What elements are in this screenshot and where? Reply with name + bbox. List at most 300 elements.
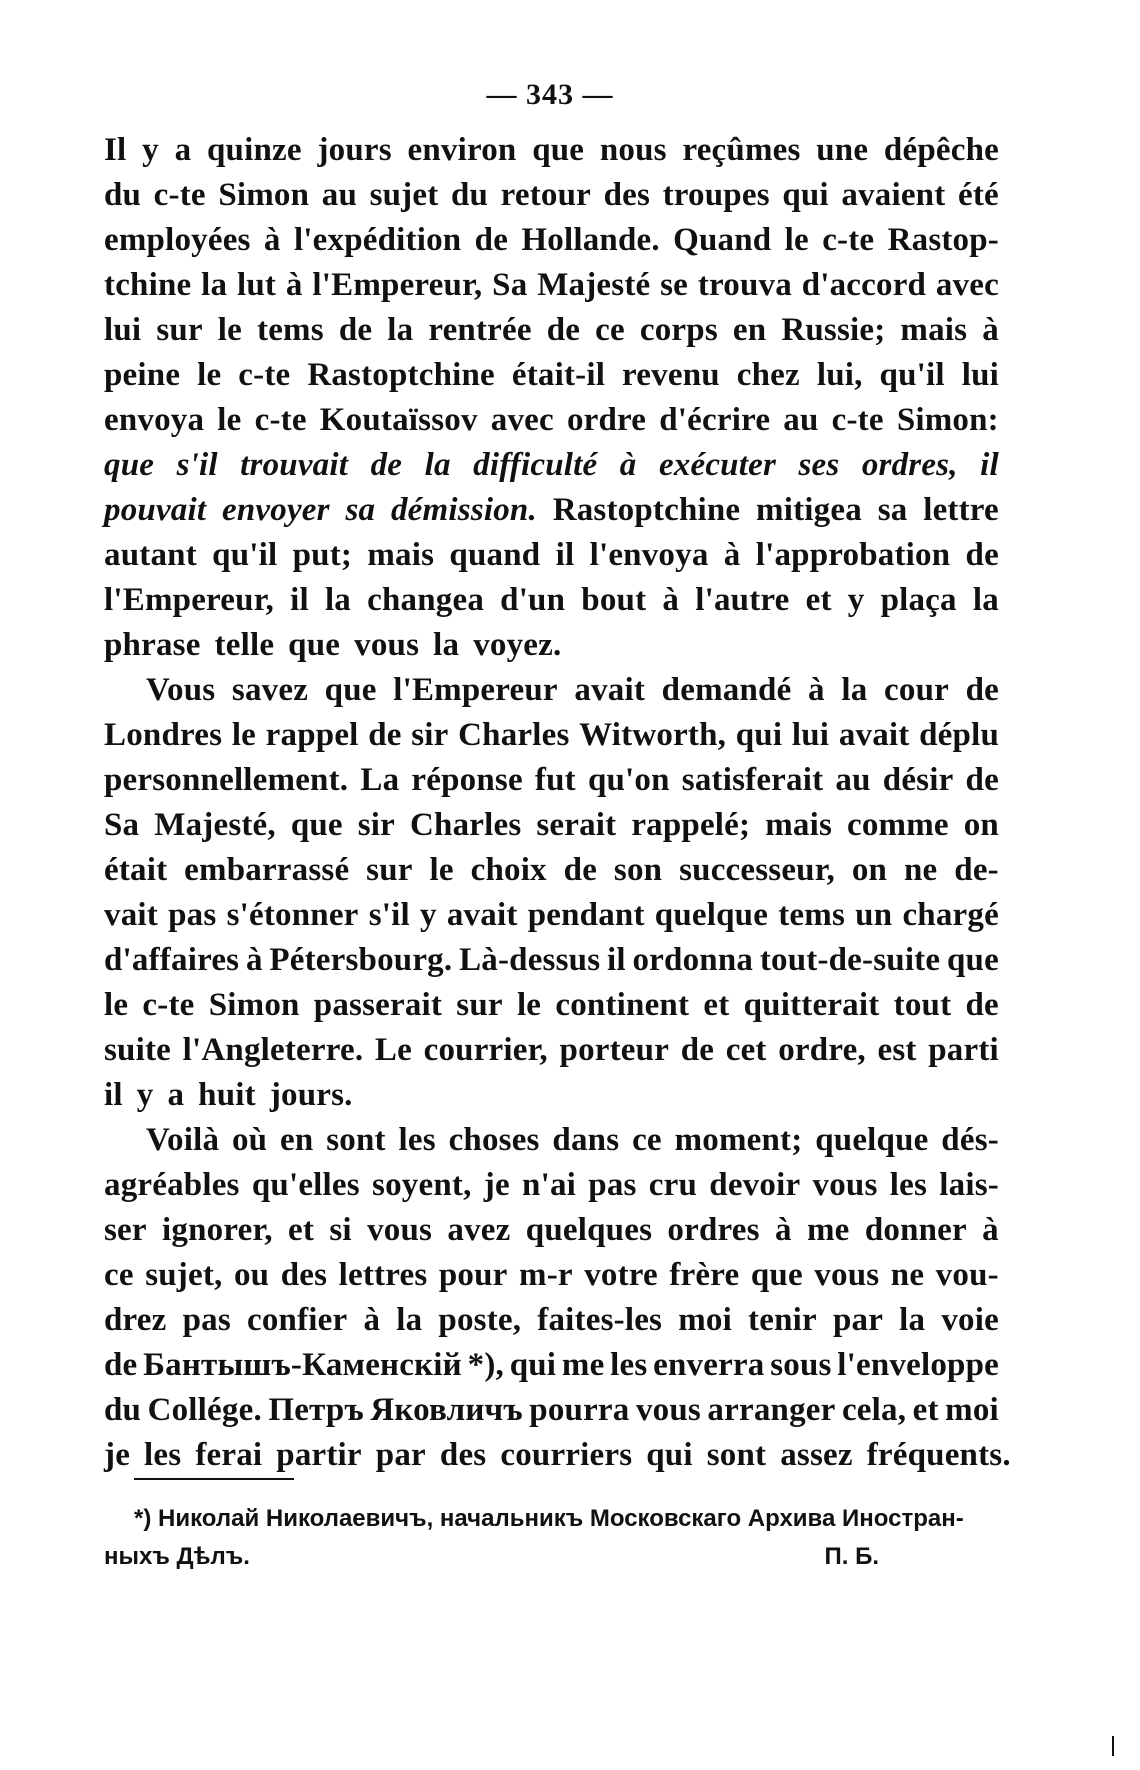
word: de bbox=[965, 537, 999, 573]
word: la bbox=[387, 312, 414, 348]
word: assez bbox=[780, 1437, 853, 1473]
word: confier bbox=[246, 1302, 348, 1338]
word: *), bbox=[467, 1347, 504, 1383]
word: envoya bbox=[104, 402, 205, 438]
word: rentrée bbox=[428, 312, 532, 348]
word: c-te bbox=[822, 222, 875, 258]
word: Russie; bbox=[781, 312, 886, 348]
word: Rastoptchine bbox=[307, 357, 495, 393]
word: sont bbox=[706, 1437, 767, 1473]
word: changea bbox=[367, 582, 485, 618]
word: envoyer bbox=[222, 492, 330, 528]
word: Koutaïssov bbox=[319, 402, 478, 438]
word: autant bbox=[104, 537, 197, 573]
word: personnellement. bbox=[104, 762, 349, 798]
word: enverra bbox=[653, 1347, 765, 1383]
word: trouvait bbox=[240, 447, 349, 483]
word: était bbox=[104, 852, 168, 888]
word: c-te bbox=[153, 177, 206, 213]
word: Pétersbourg. bbox=[269, 942, 453, 978]
word: s'étonner bbox=[226, 897, 359, 933]
word: de bbox=[370, 447, 403, 483]
word: Charles bbox=[409, 807, 522, 843]
footnote-line bbox=[104, 1500, 999, 1538]
word: devoir bbox=[709, 1167, 801, 1203]
word: rappelé; bbox=[631, 807, 751, 843]
footnote-text: ныхъ Дѣлъ. bbox=[104, 1543, 250, 1570]
text-line bbox=[104, 938, 999, 983]
word: cru bbox=[648, 1167, 698, 1203]
word: plaça bbox=[880, 582, 957, 618]
word: mais bbox=[900, 312, 968, 348]
word: chez bbox=[736, 357, 800, 393]
word: tems bbox=[257, 312, 324, 348]
word: cela, bbox=[841, 1392, 907, 1428]
word: Là-dessus bbox=[459, 942, 601, 978]
word: la bbox=[841, 672, 868, 708]
word: pour bbox=[438, 1257, 508, 1293]
word: de- bbox=[954, 852, 999, 888]
word: la bbox=[324, 582, 352, 618]
word: ordre, bbox=[778, 1032, 866, 1068]
word: sir bbox=[357, 807, 396, 843]
word: sujet bbox=[369, 177, 439, 213]
word: y bbox=[136, 1077, 154, 1113]
word: suite bbox=[104, 1032, 171, 1068]
word: il bbox=[104, 1077, 123, 1113]
word: au bbox=[321, 177, 358, 213]
word: la bbox=[396, 1302, 423, 1338]
word: voyez. bbox=[473, 627, 562, 663]
word: au bbox=[783, 402, 819, 438]
word: que bbox=[946, 942, 999, 978]
word: pas bbox=[182, 1302, 231, 1338]
word: quelque bbox=[815, 1122, 929, 1158]
text-line bbox=[104, 1073, 999, 1118]
word: me bbox=[561, 1347, 605, 1383]
word: au bbox=[835, 762, 871, 798]
word: Le bbox=[374, 1032, 412, 1068]
word: lettres bbox=[338, 1257, 428, 1293]
word: des bbox=[439, 1437, 487, 1473]
word: lais- bbox=[939, 1167, 999, 1203]
word: l'Empereur, bbox=[312, 267, 483, 303]
word: qu'il bbox=[879, 357, 945, 393]
word: réponse bbox=[411, 762, 523, 798]
footnote-divider bbox=[134, 1478, 294, 1480]
word: nous bbox=[599, 132, 667, 168]
word: une bbox=[816, 132, 869, 168]
word: rappel bbox=[265, 717, 359, 753]
word: employées bbox=[104, 222, 251, 258]
text-line bbox=[104, 533, 999, 578]
word: bout bbox=[581, 582, 647, 618]
word: je bbox=[483, 1167, 510, 1203]
word: moi bbox=[678, 1302, 732, 1338]
word: dépêche bbox=[883, 132, 999, 168]
word: c-te bbox=[238, 357, 291, 393]
word: les bbox=[398, 1122, 436, 1158]
word: Rastop- bbox=[887, 222, 999, 258]
word: pouvait bbox=[104, 492, 207, 528]
word: jours bbox=[317, 132, 392, 168]
word: la bbox=[899, 1302, 926, 1338]
word: il bbox=[555, 537, 575, 573]
word: à bbox=[982, 1212, 999, 1248]
word: Londres bbox=[104, 717, 223, 753]
word: lui, bbox=[816, 357, 863, 393]
word: cet bbox=[725, 1032, 767, 1068]
word: revenu bbox=[622, 357, 720, 393]
word: et bbox=[288, 1212, 315, 1248]
word: quelque bbox=[654, 897, 769, 933]
word: troupes bbox=[662, 177, 770, 213]
word: m-r bbox=[519, 1257, 573, 1293]
word: dans bbox=[552, 1122, 620, 1158]
word: lut bbox=[237, 267, 277, 303]
word: quand bbox=[449, 537, 541, 573]
word: courrier, bbox=[423, 1032, 548, 1068]
word: Collége. bbox=[147, 1392, 262, 1428]
word: de bbox=[368, 717, 402, 753]
word: les bbox=[610, 1347, 648, 1383]
text-line bbox=[104, 668, 999, 713]
text-line bbox=[104, 1028, 999, 1073]
word: La bbox=[360, 762, 400, 798]
word: que bbox=[290, 807, 343, 843]
word: de bbox=[338, 312, 373, 348]
word: pendant bbox=[527, 897, 645, 933]
word: qu'on bbox=[587, 762, 670, 798]
word: été bbox=[957, 177, 999, 213]
word: le bbox=[784, 222, 809, 258]
word: Vous bbox=[146, 672, 216, 708]
text-line bbox=[104, 1118, 999, 1163]
word: quelques bbox=[525, 1212, 653, 1248]
word: c-te bbox=[142, 987, 195, 1023]
word: que bbox=[104, 447, 155, 483]
word: a bbox=[167, 1077, 185, 1113]
word: à bbox=[662, 582, 680, 618]
word: des bbox=[603, 177, 651, 213]
word: à bbox=[808, 672, 825, 708]
word: jours. bbox=[269, 1077, 353, 1113]
word: l'enveloppe bbox=[837, 1347, 999, 1383]
word: d'un bbox=[500, 582, 566, 618]
text-line bbox=[104, 353, 999, 398]
word: vou- bbox=[935, 1257, 999, 1293]
word: avez bbox=[447, 1212, 511, 1248]
word: vous bbox=[354, 627, 420, 663]
text-line bbox=[104, 1208, 999, 1253]
word: à bbox=[285, 267, 303, 303]
word: lui bbox=[791, 717, 830, 753]
word: successeur, bbox=[679, 852, 835, 888]
word: la bbox=[424, 447, 451, 483]
word: pas bbox=[168, 897, 217, 933]
word: qu'il bbox=[212, 537, 278, 573]
word: si bbox=[329, 1212, 352, 1248]
text-line bbox=[104, 713, 999, 758]
word: de bbox=[104, 1347, 138, 1383]
word: du bbox=[104, 177, 142, 213]
word: avait bbox=[446, 897, 518, 933]
word: s'il bbox=[176, 447, 218, 483]
word: Witworth, bbox=[579, 717, 727, 753]
word: huit bbox=[198, 1077, 256, 1113]
word: ce bbox=[632, 1122, 662, 1158]
word: ce bbox=[595, 312, 625, 348]
word: d'accord bbox=[801, 267, 927, 303]
word: ignorer, bbox=[162, 1212, 273, 1248]
word: continent bbox=[555, 987, 690, 1023]
word: est bbox=[877, 1032, 917, 1068]
text-line bbox=[104, 398, 999, 443]
word: demandé bbox=[661, 672, 792, 708]
word: avaient bbox=[841, 177, 946, 213]
word: telle bbox=[214, 627, 275, 663]
word: tenir bbox=[748, 1302, 817, 1338]
word: l'envoya bbox=[589, 537, 709, 573]
word: c-te bbox=[254, 402, 307, 438]
word: donner bbox=[864, 1212, 967, 1248]
word: ferai bbox=[195, 1437, 263, 1473]
word: on bbox=[851, 852, 888, 888]
word: le bbox=[197, 357, 222, 393]
word: d'affaires bbox=[104, 942, 240, 978]
word: pas bbox=[588, 1167, 637, 1203]
word: moment; bbox=[674, 1122, 803, 1158]
word: avec bbox=[490, 402, 554, 438]
word: qui bbox=[646, 1437, 693, 1473]
word: de bbox=[546, 312, 581, 348]
word: l'approbation bbox=[755, 537, 951, 573]
word: à bbox=[774, 1212, 792, 1248]
word: désir bbox=[882, 762, 954, 798]
word: la bbox=[201, 267, 228, 303]
word: le bbox=[516, 987, 542, 1023]
word: qui bbox=[782, 177, 829, 213]
word: mais bbox=[367, 537, 435, 573]
text-line bbox=[104, 263, 999, 308]
word: a bbox=[174, 132, 192, 168]
word: ses bbox=[798, 447, 840, 483]
word: passerait bbox=[313, 987, 443, 1023]
word: Бантышъ-Каменскій bbox=[143, 1347, 462, 1383]
word: en bbox=[732, 312, 767, 348]
text-line bbox=[104, 1433, 1011, 1478]
word: avait bbox=[574, 672, 646, 708]
word: moi bbox=[945, 1392, 999, 1428]
text-line bbox=[104, 578, 999, 623]
word: pourra bbox=[529, 1392, 630, 1428]
word: la bbox=[972, 582, 999, 618]
word: à bbox=[619, 447, 637, 483]
word: tems bbox=[778, 897, 846, 933]
footnote-text: *) Николай Николаевичъ, начальникъ Московскаго Архива Иностран- bbox=[134, 1505, 964, 1532]
word: les bbox=[144, 1437, 182, 1473]
text-line bbox=[104, 983, 999, 1028]
word: de bbox=[563, 852, 598, 888]
word: votre bbox=[584, 1257, 658, 1293]
word: se bbox=[660, 267, 689, 303]
word: ordonna bbox=[632, 942, 754, 978]
word: difficulté bbox=[473, 447, 598, 483]
word: que bbox=[532, 132, 585, 168]
word: c-te bbox=[831, 402, 884, 438]
word: le bbox=[104, 987, 129, 1023]
word: sa bbox=[877, 492, 908, 528]
word: et bbox=[805, 582, 832, 618]
text-line bbox=[104, 1253, 999, 1298]
word: fut bbox=[534, 762, 576, 798]
word: tout bbox=[893, 987, 952, 1023]
word: s'il bbox=[368, 897, 410, 933]
word: sur bbox=[156, 312, 203, 348]
word: lui bbox=[961, 357, 999, 393]
word: que bbox=[750, 1257, 803, 1293]
word: ordre bbox=[566, 402, 647, 438]
word: il bbox=[606, 942, 626, 978]
footnote-line bbox=[104, 1538, 999, 1576]
word: qui bbox=[509, 1347, 557, 1383]
word: du bbox=[104, 1392, 142, 1428]
word: le bbox=[429, 852, 454, 888]
word: il bbox=[980, 447, 999, 483]
word: corps bbox=[639, 312, 718, 348]
word: je bbox=[104, 1437, 131, 1473]
word: ordres, bbox=[861, 447, 958, 483]
text-line bbox=[104, 893, 999, 938]
word: qui bbox=[735, 717, 783, 753]
word: le bbox=[231, 717, 257, 753]
word: la bbox=[433, 627, 460, 663]
word: poste, bbox=[438, 1302, 522, 1338]
word: sujet, bbox=[145, 1257, 223, 1293]
word: environ bbox=[407, 132, 517, 168]
page-number: — 343 — bbox=[486, 78, 614, 111]
word: choix bbox=[470, 852, 547, 888]
word: déplu bbox=[919, 717, 999, 753]
word: trouva bbox=[697, 267, 792, 303]
word: chargé bbox=[902, 897, 999, 933]
word: sir bbox=[411, 717, 449, 753]
word: y bbox=[847, 582, 865, 618]
word: de bbox=[965, 762, 999, 798]
word: son bbox=[613, 852, 663, 888]
word: Rastoptchine bbox=[552, 492, 741, 528]
text-line bbox=[104, 218, 999, 263]
word: drez bbox=[104, 1302, 167, 1338]
word: à bbox=[982, 312, 999, 348]
scan-mark bbox=[1112, 1736, 1114, 1756]
word: savez bbox=[231, 672, 309, 708]
word: n'ai bbox=[522, 1167, 577, 1203]
word: ne bbox=[890, 1257, 925, 1293]
word: les bbox=[889, 1167, 928, 1203]
word: que bbox=[324, 672, 377, 708]
word: où bbox=[231, 1122, 268, 1158]
word: ou bbox=[233, 1257, 270, 1293]
word: vous bbox=[367, 1212, 433, 1248]
word: Majesté bbox=[537, 267, 651, 303]
word: Simon bbox=[218, 177, 310, 213]
word: ce bbox=[104, 1257, 134, 1293]
word: Voilà bbox=[146, 1122, 220, 1158]
word: l'Angleterre. bbox=[182, 1032, 364, 1068]
word: il bbox=[290, 582, 309, 618]
word: comme bbox=[846, 807, 949, 843]
word: avec bbox=[935, 267, 999, 303]
word: arranger bbox=[707, 1392, 836, 1428]
word: le bbox=[217, 312, 242, 348]
word: était-il bbox=[511, 357, 606, 393]
word: qu'elles bbox=[251, 1167, 360, 1203]
word: ser bbox=[104, 1212, 147, 1248]
body-text bbox=[104, 128, 1011, 1478]
word: y bbox=[420, 897, 437, 933]
word: Quand bbox=[673, 222, 772, 258]
word: frère bbox=[669, 1257, 740, 1293]
word: sur bbox=[456, 987, 503, 1023]
footnote bbox=[104, 1500, 999, 1576]
word: de bbox=[965, 987, 999, 1023]
word: sur bbox=[366, 852, 413, 888]
word: y bbox=[142, 132, 159, 168]
word: partir bbox=[276, 1437, 362, 1473]
word: Hollande. bbox=[521, 222, 660, 258]
text-line bbox=[104, 128, 999, 173]
word: on bbox=[963, 807, 999, 843]
text-line bbox=[104, 1388, 999, 1433]
word: tout-de-suite bbox=[759, 942, 941, 978]
word: l'autre bbox=[695, 582, 790, 618]
word: me bbox=[806, 1212, 850, 1248]
word: vait bbox=[104, 897, 158, 933]
word: l'Empereur, bbox=[104, 582, 274, 618]
word: par bbox=[375, 1437, 426, 1473]
word: de bbox=[474, 222, 509, 258]
text-line bbox=[104, 308, 999, 353]
word: d'écrire bbox=[659, 402, 771, 438]
word: ordres bbox=[667, 1212, 760, 1248]
word: en bbox=[280, 1122, 314, 1158]
word: tchine bbox=[104, 267, 192, 303]
word: embarrassé bbox=[184, 852, 350, 888]
text-line bbox=[104, 623, 999, 668]
word: put; bbox=[292, 537, 353, 573]
text-line bbox=[104, 803, 999, 848]
text-line bbox=[104, 443, 999, 488]
word: voie bbox=[941, 1302, 999, 1338]
word: ne bbox=[904, 852, 938, 888]
footnote-signature: П. Б. bbox=[824, 1543, 879, 1570]
word: à bbox=[245, 942, 263, 978]
word: et bbox=[703, 987, 730, 1023]
word: reçûmes bbox=[682, 132, 801, 168]
word: démission. bbox=[390, 492, 537, 528]
word: de bbox=[965, 672, 999, 708]
word: Simon: bbox=[896, 402, 999, 438]
word: que bbox=[288, 627, 341, 663]
word: quinze bbox=[206, 132, 302, 168]
text-line bbox=[104, 758, 999, 803]
word: avait bbox=[838, 717, 910, 753]
word: Majesté, bbox=[154, 807, 276, 843]
word: faites-les bbox=[537, 1302, 663, 1338]
text-line bbox=[104, 1298, 999, 1343]
word: agréables bbox=[104, 1167, 240, 1203]
